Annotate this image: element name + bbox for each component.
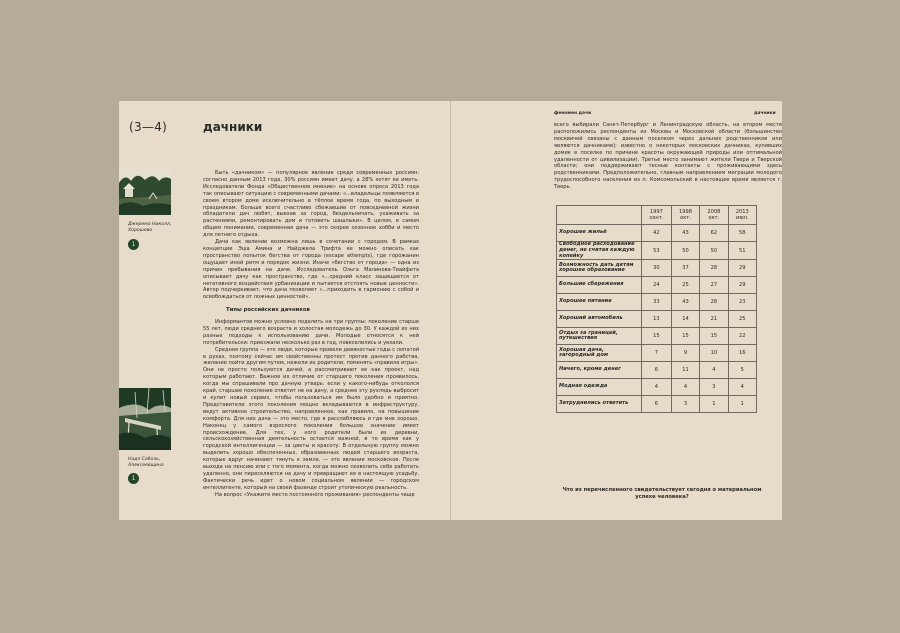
table-caption: Что из перечисленного свидетельствует сегодня о материальном успехе человека? (562, 487, 762, 500)
continued-text (554, 122, 782, 191)
column-year: 1997 (649, 209, 663, 215)
table-cell: 16 (728, 345, 756, 362)
photo-number-badge: 1 (128, 473, 139, 484)
column-year: 1998 (679, 209, 692, 215)
row-label: Большие сбережения (557, 277, 642, 294)
table-cell: 3 (671, 396, 699, 413)
paragraph: Дача как явление возможна лишь в сочетании с городом. В рамках концепции Эша Амина и Найджела Трифта ее можно описать как пространство попыток бегства от города (escape attempts), где горожанин ощущает иной ритм и порядок жизни. Иначе «бегство от города» — одна из причин пребывания на даче. Исследователь Ольга Малинова-Тиайфета описывает дачу как пространство, где «...средний класс защищается от негативного воздействия урбанизации и пытается отстоять новые ценности». Автор подчеркивает, что дача позволяет «...приходить в гармонию с собой и освобождаться от ложных ценностей». (203, 239, 419, 301)
table-cell: 13 (642, 311, 672, 328)
column-header (671, 206, 699, 225)
subheading: Типы российских дачников (226, 307, 310, 313)
table-cell: 58 (728, 225, 756, 242)
table-row (557, 311, 757, 328)
table-cell: 24 (642, 277, 672, 294)
column-header (728, 206, 756, 225)
row-label: Свободное расходование денег, не считая каждую копейку (557, 242, 642, 260)
column-year: 2013 (735, 209, 749, 215)
table-header-row (557, 206, 757, 225)
table-row (557, 294, 757, 311)
table-cell: 4 (671, 379, 699, 396)
table-cell: 15 (700, 328, 728, 345)
photo-number-badge: 1 (128, 239, 139, 250)
section-number: (3—4) (129, 120, 168, 134)
table-cell: 6 (642, 396, 672, 413)
row-label: Затруднились ответить (557, 396, 642, 413)
table-cell: 29 (728, 260, 756, 277)
column-year: 2008 (707, 209, 721, 215)
table-cell: 4 (728, 379, 756, 396)
table-row (557, 242, 757, 260)
table-cell: 15 (642, 328, 672, 345)
table-cell: 7 (642, 345, 672, 362)
table-cell: 15 (671, 328, 699, 345)
table-cell: 27 (700, 277, 728, 294)
table-cell: 43 (671, 225, 699, 242)
row-label: Ничего, кроме денег (557, 362, 642, 379)
table-cell: 1 (700, 396, 728, 413)
column-month: окт. (708, 215, 720, 221)
table-cell: 1 (728, 396, 756, 413)
running-head-right: дачники (754, 111, 776, 116)
table-cell: 23 (728, 294, 756, 311)
column-month: окт. (680, 215, 691, 221)
row-label: Хорошее жильё (557, 225, 642, 242)
column-header (700, 206, 728, 225)
row-label: Отдых за границей, путешествия (557, 328, 642, 345)
row-label: Хорошая дача, загородный дом (557, 345, 642, 362)
chapter-title: дачники (203, 120, 263, 134)
table-cell: 28 (700, 294, 728, 311)
table-row (557, 396, 757, 413)
table-cell: 29 (728, 277, 756, 294)
paragraph: Быть «дачником» — популярное явление среди современных россиян: согласно данным 2013 года, 30% россиян имеет дачу, а 28% хотят ее иметь. Исследователи Фонда «Общественное мнение» на основе опроса 2013 года так описывают ситуацию с современными дачами: «...владельцы появляются в своем втором доме исключительно в тёплое время года, по выходным и праздникам. Больше всего счастливо сбежавшие от повседневной жизни обладатели дач любят, выехав за город, бездельничать, ухаживать за растениями, ремонтировать дом и готовить шашлыки». В целом, в самом общем понимании, современная дача — это скорее сезонное хобби и место для летнего отдыха. (203, 170, 419, 239)
row-label: Хорошее питание (557, 294, 642, 311)
running-head-left: феномен дачи (554, 111, 592, 116)
survey-table (556, 205, 757, 413)
table-cell: 4 (642, 379, 672, 396)
table-cell: 30 (642, 260, 672, 277)
paragraph: На вопрос «Укажите место постоянного проживания» респонденты чаще (215, 491, 415, 498)
photo-forest-table (119, 388, 171, 450)
table-row (557, 345, 757, 362)
photo-caption-1: Джеремо Николл, Хорошево (128, 222, 172, 233)
table-cell: 3 (700, 379, 728, 396)
table-cell: 53 (642, 242, 672, 260)
table-cell: 33 (642, 294, 672, 311)
table-cell: 10 (700, 345, 728, 362)
main-text (203, 319, 419, 499)
table-cell: 6 (642, 362, 672, 379)
table-cell: 25 (671, 277, 699, 294)
row-label: Возможность дать детям хорошее образование (557, 260, 642, 277)
table-cell: 21 (700, 311, 728, 328)
intro-text (203, 170, 419, 301)
table-cell: 28 (700, 260, 728, 277)
table-row (557, 328, 757, 345)
paragraph: Информантов можно условно поделить на три группы: поколение старше 55 лет, люди среднего возраста и холостая молодежь до 30. У каждой из них разные подходы к использованию дачи. Молодые относятся к ней потребительски: приезжали несколько раз в год, повеселились и уехали. (203, 319, 419, 346)
table-cell: 43 (671, 294, 699, 311)
table-cell: 9 (671, 345, 699, 362)
table-cell: 51 (728, 242, 756, 260)
left-page (119, 101, 450, 520)
table-cell: 50 (700, 242, 728, 260)
table-cell: 42 (642, 225, 672, 242)
row-label: Хороший автомобиль (557, 311, 642, 328)
table-row (557, 362, 757, 379)
row-label: Модная одежда (557, 379, 642, 396)
table-cell: 62 (700, 225, 728, 242)
table-cell: 11 (671, 362, 699, 379)
photo-dacha-garden (119, 169, 171, 215)
column-month: июл. (736, 215, 749, 221)
column-month: сент. (649, 215, 664, 221)
table-cell: 50 (671, 242, 699, 260)
table-row (557, 225, 757, 242)
table-row (557, 260, 757, 277)
table-cell: 5 (728, 362, 756, 379)
table-row (557, 277, 757, 294)
right-page (451, 101, 782, 520)
paragraph: всего выбирали Санкт-Петербург и Ленинградскую область, на втором месте расположились респонденты из Москвы и Московской области (большинство москвичей связаны с данным поселком через дальних родственников или являются дачниками); известно о некоторых московских дачниках, купивших домик в поселке по причине красоты окружающей природы или оптимальной удаленности от цивилизации). Третье место занимают жители Твери и Тверской области; они поддерживают тесные контакты с проживающими здесь родственниками. Предположительно, главным направлением миграции молодого трудоспособного населения из п. Комсомольский в настоящее время является г. Тверь. (554, 122, 782, 191)
table-cell: 25 (728, 311, 756, 328)
table-cell: 14 (671, 311, 699, 328)
paragraph: Средняя группа — это люди, которые провели девяностые годы с лопатой в руках, поэтому сейчас им свойственны протест против данного рабства, желание пойти другим путем, нежели их родители, поменять «правила игры». Они не просто пользуются дачей, а рассматривают ее как проект, над которым работают. Важное их отличие от старшего поколения проявилось, когда мы спрашивали про дачную утварь: если у какого-нибудь откололся край, старшее поколение ответит не на дачу, а среднее эту рухлядь выбросит и купит новый сервиз, чтобы пользоваться им было удобно и приятно. Представители этого поколения мощно вкладываются в инфраструктуру, ведут активное строительство, направленное, как правило, на повышение комфорта. Для них дача — это место, где я расслабляюсь и где мне хорошо. Наконец у самого взрослого поколения большое значение имеет происхождение. Для тех, у кого родители были из деревни, сельскохозяйственная деятельность остается важной, в то время как у городской интеллигенции — за цветы и красоту. В отдельную группу можно выделить хорошо обеспеченных, образованных людей старшего возраста, которые вдруг начинают тянуть к земле, — это явление московское. После выхода на пенсию или с того момента, когда можно позволить себе работать удаленно, они переселяются на дачу и превращают ее в настоящую усадьбу. Фактически речь идет о новом социальном явлении — городском интеллигенте, который на своей фазенде строит утопическую реальность. (203, 346, 419, 491)
table-cell: 37 (671, 260, 699, 277)
table-cell: 22 (728, 328, 756, 345)
photo-caption-2: Надя Соболь, Алексеевщина (128, 457, 164, 468)
column-header (642, 206, 672, 225)
table-corner-cell (557, 206, 642, 225)
table-cell: 4 (700, 362, 728, 379)
table-row (557, 379, 757, 396)
